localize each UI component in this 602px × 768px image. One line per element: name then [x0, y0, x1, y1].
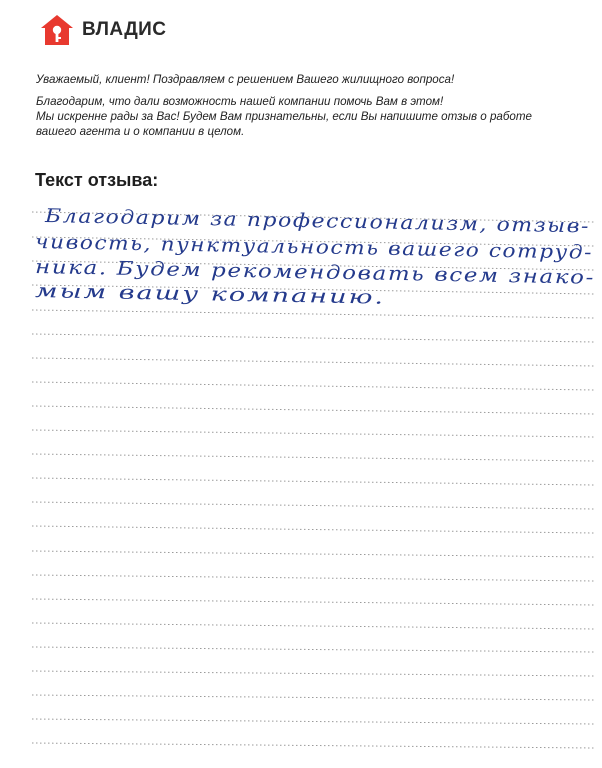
review-line-2: чивость, пунктуальность вашего сотруд-	[34, 231, 526, 263]
review-heading: Текст отзыва:	[35, 170, 159, 190]
intro-request: Мы искренне рады за Вас! Будем Вам признательны, если Вы напишите отзыв о работе	[36, 110, 532, 123]
review-line-1: Благодарим за профессионализм, отзыв-	[44, 205, 519, 237]
intro-greeting: Уважаемый, клиент! Поздравляем с решением Вашего жилищного вопроса!	[36, 73, 455, 86]
brand-name: ВЛАДИС	[82, 19, 167, 40]
intro-request-cont: вашего агента и о компании в целом.	[36, 125, 245, 138]
review-line-4: мым вашу компанию.	[34, 280, 281, 307]
review-line-3: ника. Будем рекомендовать всем знако-	[34, 256, 501, 287]
intro-thanks: Благодарим, что дали возможность нашей компании помочь Вам в этом!	[36, 95, 444, 108]
